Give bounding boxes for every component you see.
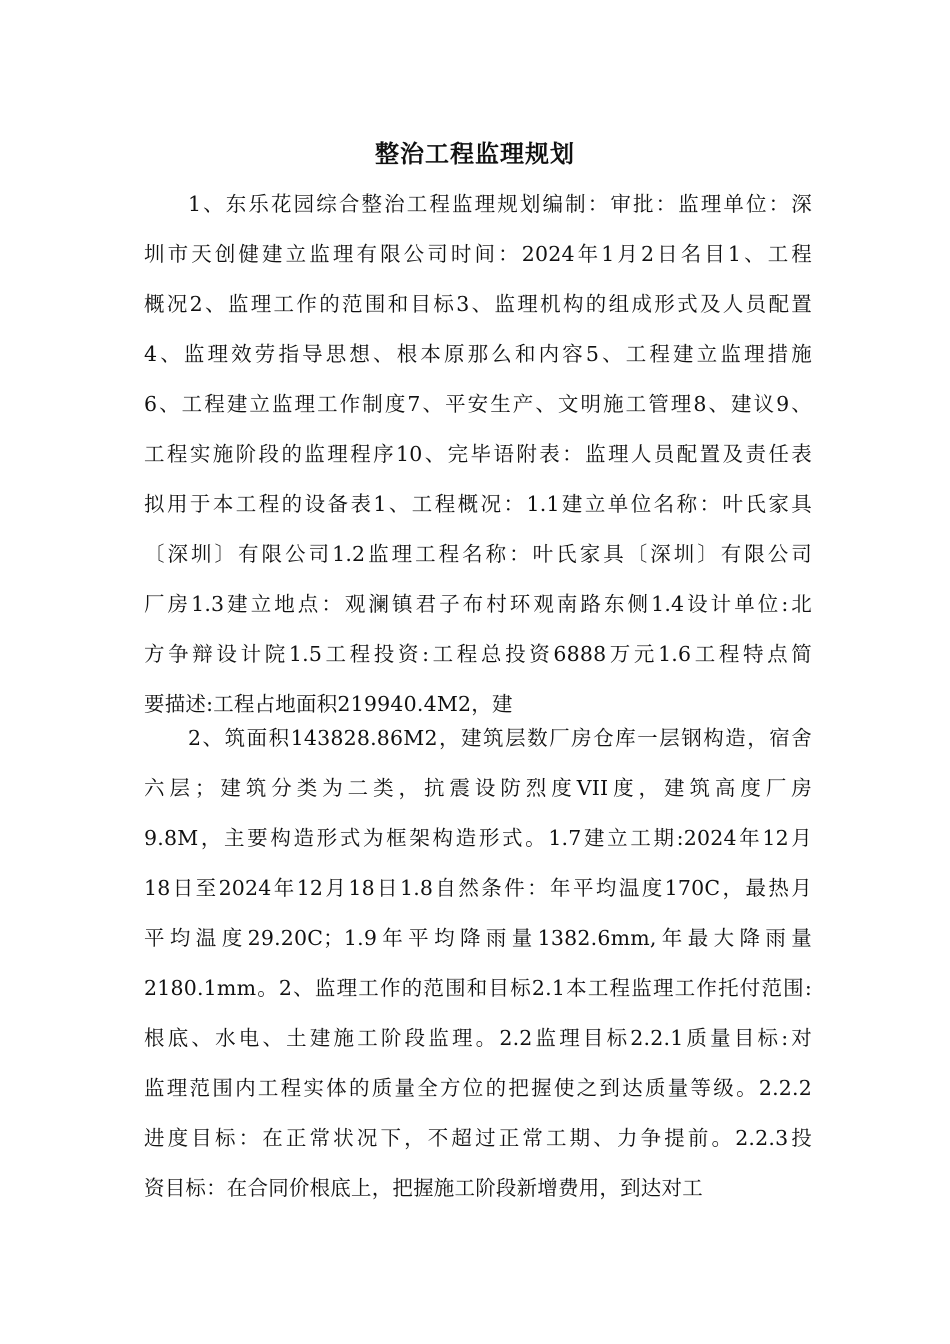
text-line: 六层；建筑分类为二类，抗震设防烈度VII度，建筑高度厂房 [144, 776, 812, 800]
text-line: 18日至2024年12月18日1.8自然条件：年平均温度170C，最热月 [144, 876, 812, 900]
paragraph-2 [144, 713, 812, 1213]
text-line: 厂房1.3建立地点：观澜镇君子布村环观南路东侧1.4设计单位:北 [144, 592, 812, 616]
paragraph-1 [144, 179, 812, 729]
text-line: 平均温度29.20C；1.9年平均降雨量1382.6mm,年最大降雨量 [144, 926, 812, 950]
text-line: 4、监理效劳指导思想、根本原那么和内容5、工程建立监理措施 [144, 342, 812, 366]
text-line: 根底、水电、土建施工阶段监理。2.2监理目标2.2.1质量目标:对 [144, 1026, 812, 1050]
text-line: 概况2、监理工作的范围和目标3、监理机构的组成形式及人员配置 [144, 292, 812, 316]
text-line: 拟用于本工程的设备表1、工程概况：1.1建立单位名称：叶氏家具 [144, 492, 812, 516]
text-line: 进度目标：在正常状况下，不超过正常工期、力争提前。2.2.3投 [144, 1126, 812, 1150]
text-line: 6、工程建立监理工作制度7、平安生产、文明施工管理8、建议9、 [144, 392, 812, 416]
text-line-last: 资目标：在合同价根底上，把握施工阶段新增费用，到达对工 [144, 1176, 703, 1200]
text-line: 〔深圳〕有限公司1.2监理工程名称：叶氏家具〔深圳〕有限公司 [144, 542, 812, 566]
text-line: 监理范围内工程实体的质量全方位的把握使之到达质量等级。2.2.2 [144, 1076, 812, 1100]
text-line: 2、筑面积143828.86M2，建筑层数厂房仓库一层钢构造，宿舍 [188, 726, 812, 750]
text-line: 圳市天创健建立监理有限公司时间：2024年1月2日名目1、工程 [144, 242, 812, 266]
text-line: 方争辩设计院1.5工程投资:工程总投资6888万元1.6工程特点简 [144, 642, 812, 666]
text-line: 工程实施阶段的监理程序10、完毕语附表：监理人员配置及责任表 [144, 442, 812, 466]
text-line-last: 要描述:工程占地面积219940.4M2，建 [144, 692, 513, 716]
text-line: 2180.1mm。2、监理工作的范围和目标2.1本工程监理工作托付范围: [144, 976, 812, 1000]
text-line: 9.8M，主要构造形式为框架构造形式。1.7建立工期:2024年12月 [144, 826, 812, 850]
document-title: 整治工程监理规划 [375, 140, 575, 168]
text-line: 1、东乐花园综合整治工程监理规划编制：审批：监理单位：深 [188, 192, 812, 216]
